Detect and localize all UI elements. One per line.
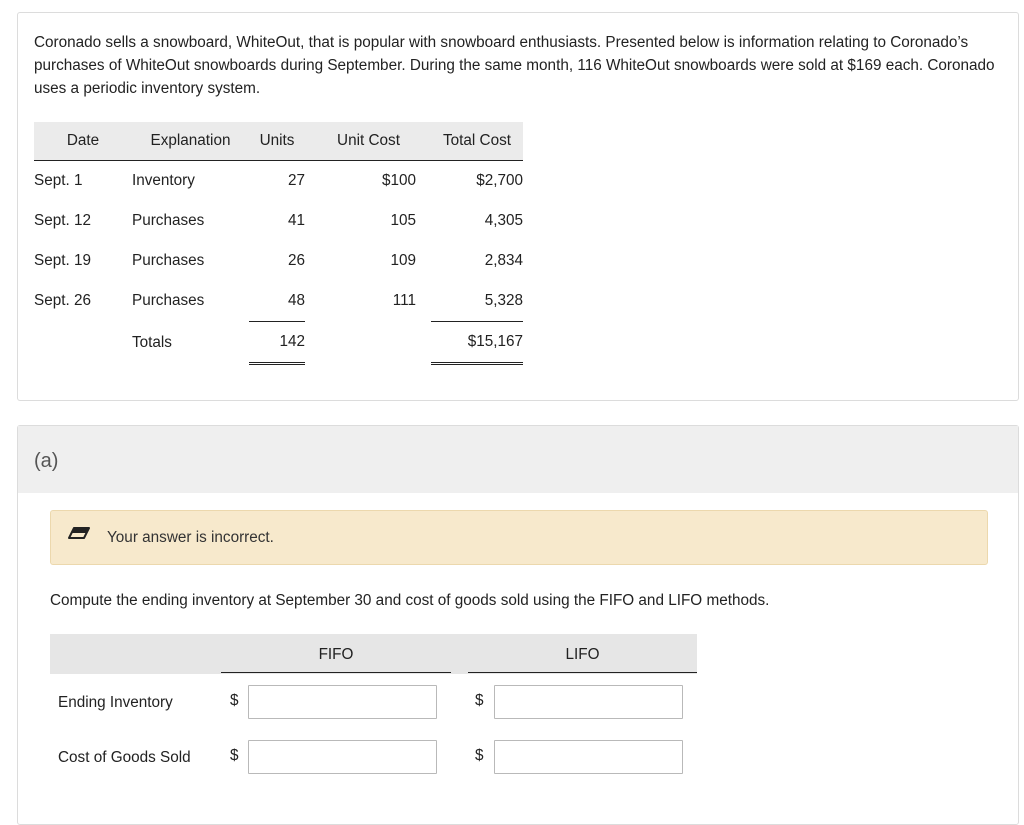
- totals-units: 142: [249, 322, 305, 364]
- part-a-card: [17, 425, 1019, 825]
- problem-card: [17, 12, 1019, 401]
- cell-explanation: Inventory: [132, 172, 195, 189]
- header-date: Date: [34, 122, 132, 161]
- cogs-fifo-input[interactable]: [248, 740, 437, 774]
- cell-date: Sept. 26: [34, 292, 91, 310]
- cell-unit-cost: 109: [390, 252, 416, 269]
- column-fifo: FIFO: [221, 634, 451, 673]
- top-divider: [0, 0, 1024, 6]
- ending-inventory-label: Ending Inventory: [58, 694, 173, 711]
- table-row: [34, 201, 523, 241]
- cogs-lifo-input[interactable]: [494, 740, 683, 774]
- cell-unit-cost: 105: [390, 212, 416, 229]
- cell-units: 48: [249, 281, 305, 322]
- part-a-header: [18, 426, 1018, 493]
- cell-explanation: Purchases: [132, 292, 205, 310]
- header-total-cost: Total Cost: [431, 122, 523, 161]
- cell-unit-cost: $100: [381, 172, 416, 189]
- cell-date: Sept. 1: [34, 172, 83, 189]
- header-unit-cost: Unit Cost: [321, 122, 416, 161]
- header-units: Units: [249, 122, 305, 161]
- currency-symbol: $: [475, 692, 484, 709]
- cell-total-cost: 5,328: [431, 281, 523, 322]
- cell-explanation: Purchases: [132, 252, 205, 269]
- cell-units: 41: [287, 212, 305, 229]
- table-header-row: [34, 122, 523, 161]
- currency-symbol: $: [230, 692, 239, 709]
- cell-total-cost: 4,305: [484, 212, 523, 229]
- cell-units: 26: [287, 252, 305, 269]
- cell-total-cost: 2,834: [484, 252, 523, 269]
- cell-total-cost: $2,700: [476, 172, 523, 189]
- currency-symbol: $: [230, 747, 239, 764]
- cell-date: Sept. 12: [34, 212, 91, 229]
- question-instruction: Compute the ending inventory at September 30 and cost of goods sold using the FIFO and LIFO methods.: [50, 592, 770, 609]
- purchases-table: [34, 122, 523, 365]
- cell-explanation: Purchases: [132, 212, 205, 229]
- ending-inventory-lifo-input[interactable]: [494, 685, 683, 719]
- answer-table-header: [50, 634, 697, 674]
- cell-unit-cost: 111: [392, 292, 416, 310]
- totals-row: [34, 322, 523, 364]
- cell-units: 27: [287, 172, 305, 189]
- alert-message: Your answer is incorrect.: [107, 529, 274, 546]
- cost-of-goods-sold-label: Cost of Goods Sold: [58, 749, 191, 766]
- table-row: [34, 161, 523, 202]
- column-lifo: LIFO: [468, 634, 697, 673]
- problem-statement: Coronado sells a snowboard, WhiteOut, that is popular with snowboard enthusiasts. Presented below is information relating to Coronado’s purchases of WhiteOut snowboards during September. During the same month, 116 WhiteOut snowboards were sold at $169 each. Coronado uses a periodic inventory system.: [34, 34, 995, 97]
- currency-symbol: $: [475, 747, 484, 764]
- table-row: [34, 281, 523, 322]
- totals-total-cost: $15,167: [431, 322, 523, 364]
- header-explanation: Explanation: [132, 122, 249, 161]
- ending-inventory-fifo-input[interactable]: [248, 685, 437, 719]
- part-label: (a): [34, 450, 59, 472]
- cell-date: Sept. 19: [34, 252, 91, 269]
- totals-label: Totals: [132, 333, 172, 351]
- pencil-eraser-icon: [67, 525, 93, 543]
- table-row: [34, 241, 523, 281]
- incorrect-answer-alert: [50, 510, 988, 565]
